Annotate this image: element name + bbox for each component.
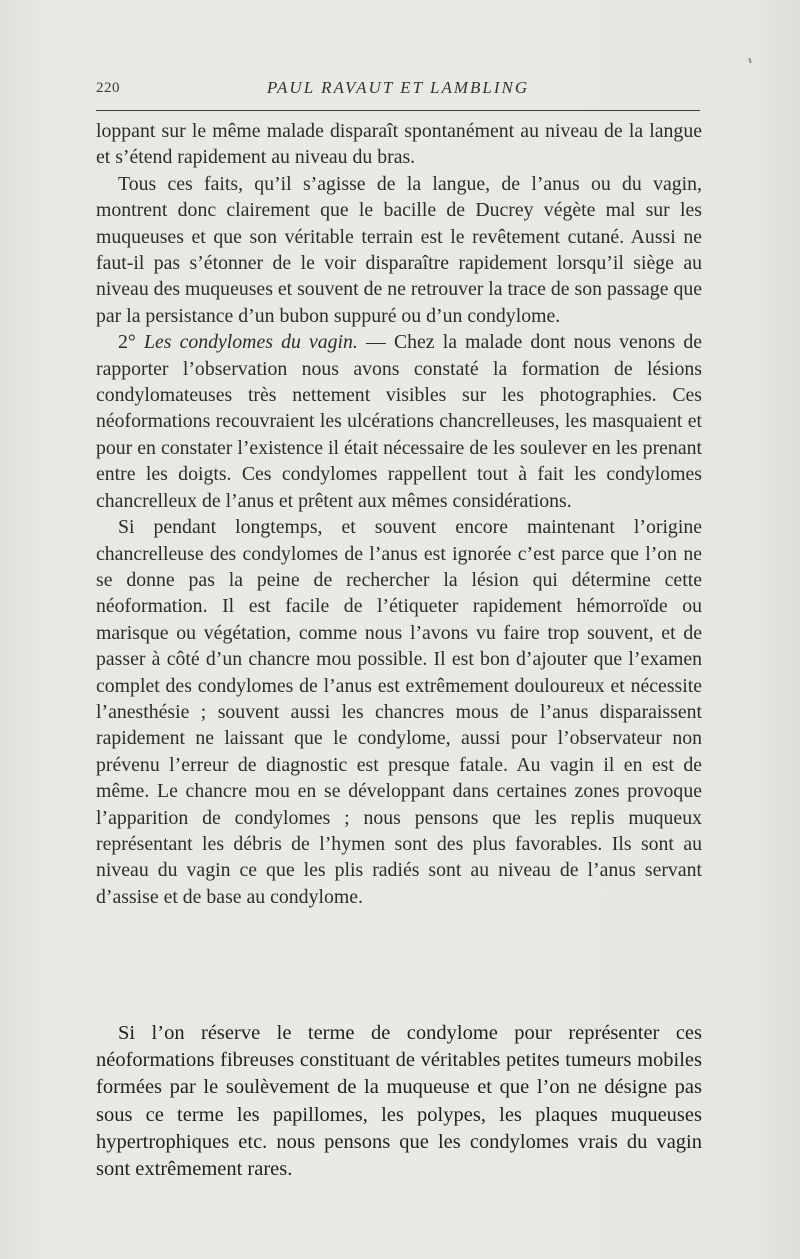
paragraph: Si pendant longtemps, et souvent encore maintenant l’origine chancrelleuse des condylomes de l’anus est ignorée c’est parce que l’on ne se donne pas la peine de rechercher la lésion qui détermine cette néoformation. Il est facile de l’étiqueter rapidement hémorroïde ou marisque ou végétation, comme nous l’avons vu faire trop souvent, et de passer à côté d’un chancre mou possible. Il est bon d’ajouter que l’examen complet des condylomes de l’anus est extrêmement douloureux et nécessite l’anesthésie ; souvent aussi les chancres mous de l’anus disparaissent rapidement ne laissant que le condylome, aussi pour l’observateur non prévenu l’erreur de diagnostic est presque fatale. Au vagin il en est de même. Le chancre mou en se développant dans certaines zones provoque l’apparition de condylomes ; nous pensons que les replis muqueux représentant les débris de l’hymen sont des plus favorables. Ils sont au niveau du vagin ce que les plis radiés sont au niveau de l’anus servant d’assise et de base au condylome. [96,516,702,908]
paragraph-section-2 [96,329,702,514]
body-text-final [96,1020,702,1183]
ink-speck [748,58,752,63]
body-text [96,118,702,910]
page-header [96,80,700,110]
paragraph-final: Si l’on réserve le terme de condylome pour représenter ces néoformations fibreuses constituant de véritables petites tumeurs mobiles formées par le soulèvement de la muqueuse et que l’on ne désigne pas sous ce terme les papillomes, les polypes, les plaques muqueuses hypertrophiques etc. nous pensons que les condylomes vrais du vagin sont extrêmement rares. [96,1022,702,1181]
header-rule [96,110,700,111]
section-text: — Chez la malade dont nous venons de rapporter l’observation nous avons constaté la formation de lésions condylomateuses très nettement visibles sur les photographies. Ces néoformations recouvraient les ulcérations chancrelleuses, les masquaient et pour en constater l’existence il était nécessaire de les soulever en les prenant entre les doigts. Ces condylomes rappellent tout à fait les condylomes chancrelleux de l’anus et prêtent aux mêmes considérations. [96,331,703,512]
section-heading: Les condylomes du vagin. [143,331,358,354]
section-number: 2° [118,331,136,354]
running-title: PAUL RAVAUT ET LAMBLING [266,78,530,97]
paragraph-continuation: loppant sur le même malade disparaît spontanément au niveau de la langue et s’étend rapidement au niveau du bras. [96,120,702,169]
page-number: 220 [96,80,120,96]
paragraph: Tous ces faits, qu’il s’agisse de la langue, de l’anus ou du vagin, montrent donc clairement que le bacille de Ducrey végète mal sur les muqueuses et que son véritable terrain est le revêtement cutané. Aussi ne faut-il pas s’étonner de le voir disparaître rapidement lorsqu’il siège au niveau des muqueuses et souvent de ne retrouver la trace de son passage que par la persistance d’un bubon suppuré ou d’un condylome. [96,172,702,327]
